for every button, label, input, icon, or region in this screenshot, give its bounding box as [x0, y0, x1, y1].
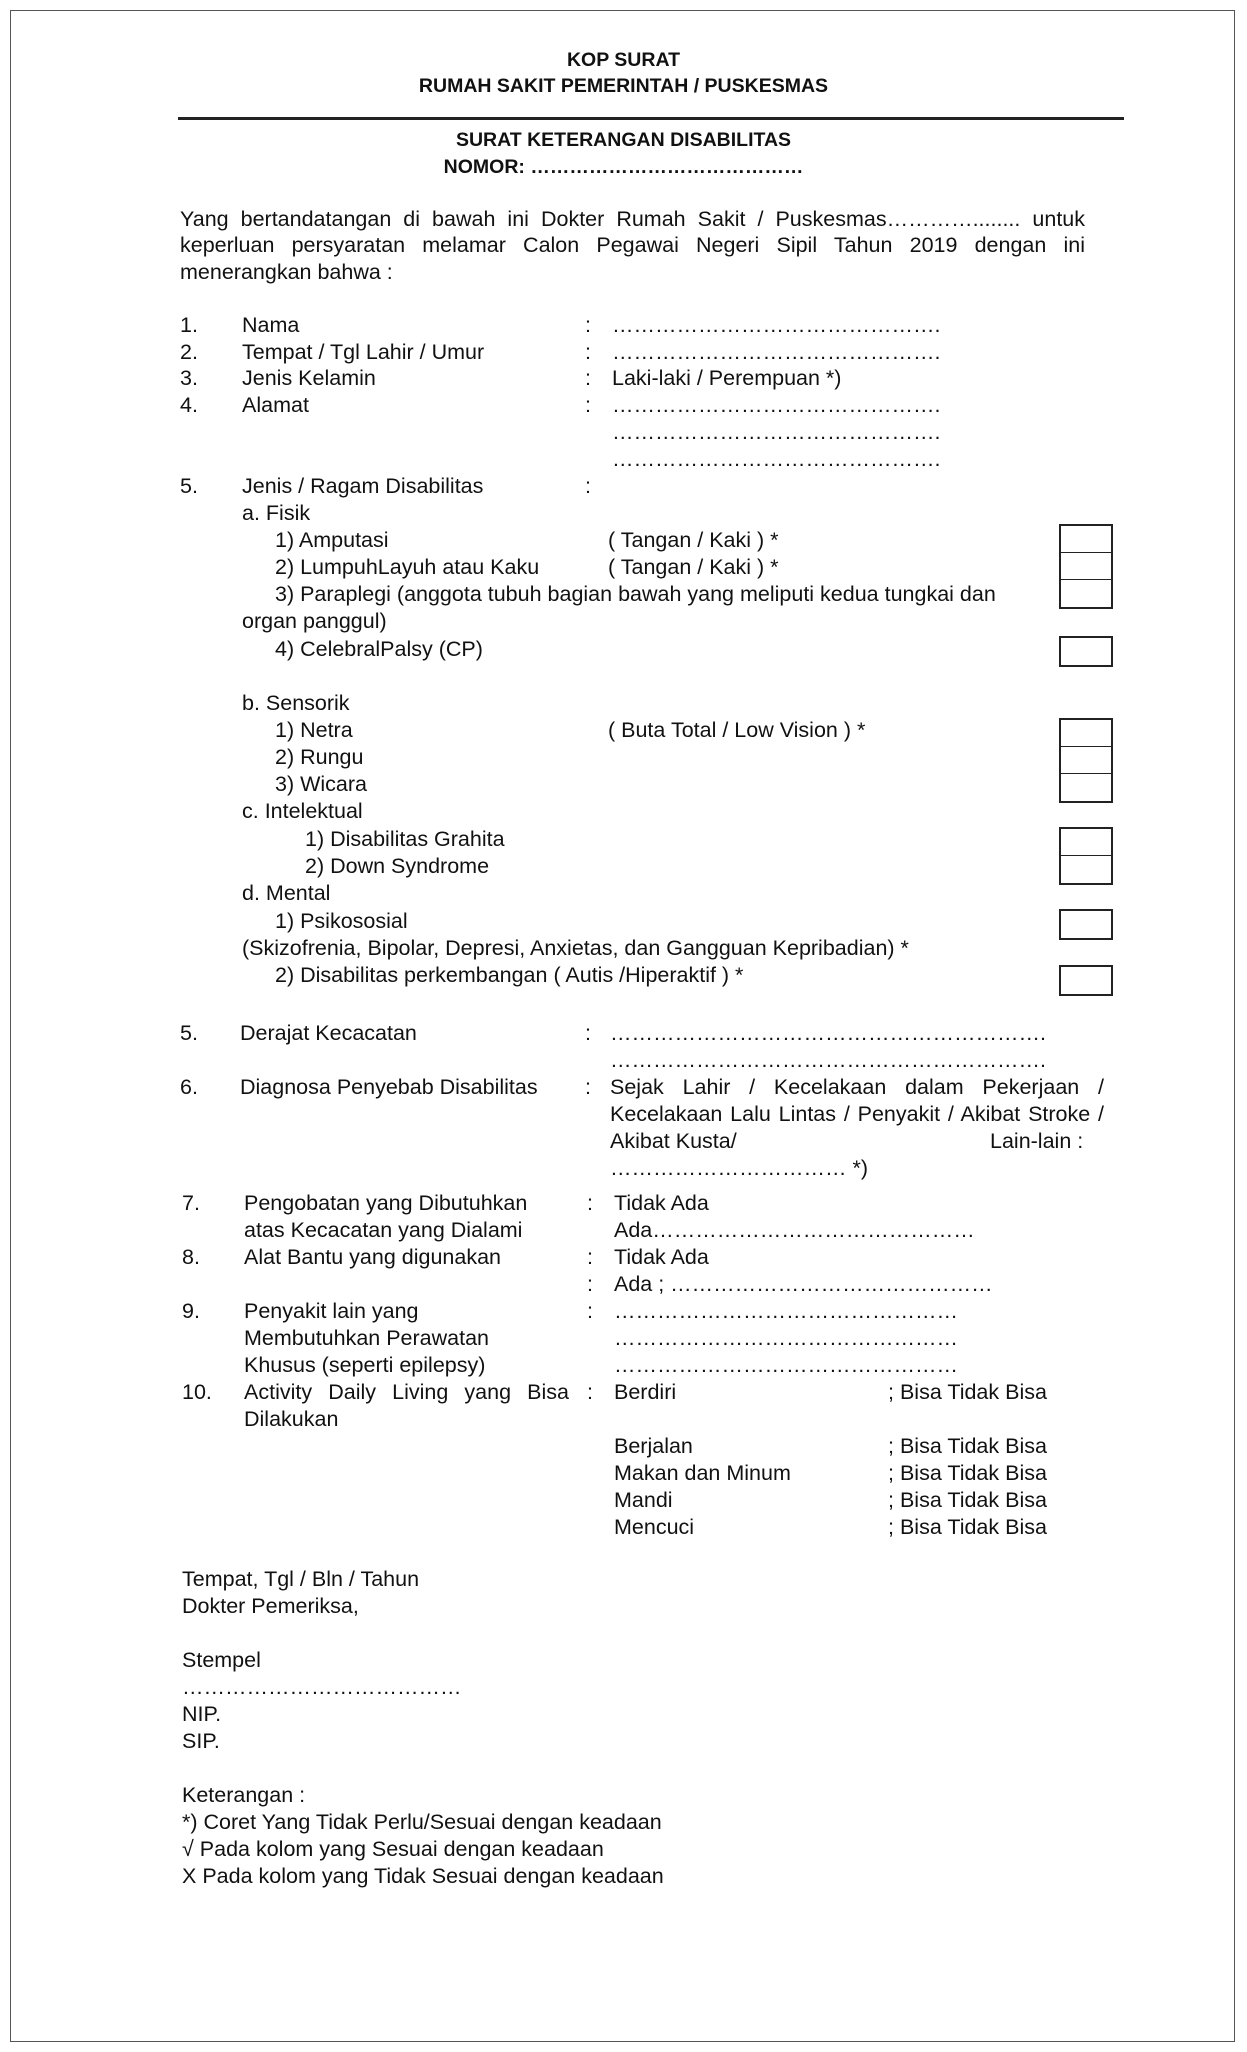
field-colon: : [585, 366, 591, 390]
diagnosa-line-1: Sejak Lahir / Kecelakaan dalam Pekerjaan / [610, 1075, 1104, 1099]
field-num: 5. [180, 1021, 198, 1045]
adl-activity: Makan dan Minum [614, 1461, 791, 1485]
item-rungu: 2) Rungu [275, 745, 364, 769]
field-label-penyakit-cont: Membutuhkan Perawatan [244, 1326, 490, 1350]
field-label-pengobatan-cont: atas Kecacatan yang Dialami [244, 1218, 523, 1242]
field-value-penyakit: ………………………………………… [614, 1299, 958, 1323]
checkbox-cerebral-palsy[interactable] [1059, 636, 1113, 667]
field-label-jenis-kelamin: Jenis Kelamin [242, 366, 376, 390]
field-num: 7. [182, 1191, 200, 1215]
field-colon: : [587, 1299, 593, 1323]
field-label-penyakit-cont: Khusus (seperti epilepsy) [244, 1353, 486, 1377]
adl-activity: Mencuci [614, 1515, 695, 1539]
field-num: 8. [182, 1245, 200, 1269]
field-colon: : [585, 393, 591, 417]
item-lumpuh-layuh: 2) LumpuhLayuh atau Kaku [275, 555, 540, 579]
field-label-alat: Alat Bantu yang digunakan [244, 1245, 502, 1269]
field-value-alamat: ………………………………………. [612, 447, 941, 471]
field-value-derajat: ……………………………………………………. [610, 1021, 1046, 1045]
item-wicara: 3) Wicara [275, 772, 367, 796]
item-down-syndrome: 2) Down Syndrome [305, 854, 490, 878]
diagnosa-line-3a: Akibat Kusta/ [610, 1129, 737, 1153]
option-ada: Ada……………………………………… [614, 1218, 975, 1242]
field-colon: : [585, 313, 591, 337]
adl-option: ; Bisa Tidak Bisa [888, 1434, 1047, 1458]
signature-place-date: Tempat, Tgl / Bln / Tahun [182, 1567, 420, 1591]
adl-option: ; Bisa Tidak Bisa [888, 1515, 1047, 1539]
adl-option: ; Bisa Tidak Bisa [888, 1380, 1047, 1404]
intro-line-2: keperluan persyaratan melamar Calon Pegawai Negeri Sipil Tahun 2019 dengan ini [180, 233, 1085, 257]
field-colon: : [587, 1272, 593, 1296]
header-rule [178, 117, 1124, 120]
field-label-penyakit: Penyakit lain yang [244, 1299, 419, 1323]
kop-surat: KOP SURAT [566, 49, 681, 71]
category-intelektual: c. Intelektual [242, 799, 363, 823]
field-colon: : [587, 1245, 593, 1269]
intro-line-3: menerangkan bahwa : [180, 260, 393, 284]
checkbox-perkembangan[interactable] [1059, 965, 1113, 996]
field-label-adl-cont: Dilakukan [244, 1407, 339, 1431]
checkbox-group-intelektual[interactable] [1059, 827, 1113, 885]
option-netra: ( Buta Total / Low Vision ) * [608, 718, 866, 742]
keterangan-item: *) Coret Yang Tidak Perlu/Sesuai dengan keadaan [182, 1810, 662, 1834]
adl-activity: Mandi [614, 1488, 673, 1512]
category-fisik: a. Fisik [242, 501, 311, 525]
field-value-alamat: ………………………………………. [612, 420, 941, 444]
field-value-derajat: ……………………………………………………. [610, 1048, 1046, 1072]
item-psikososial: 1) Psikososial [275, 909, 408, 933]
field-num: 4. [180, 393, 198, 417]
field-colon: : [585, 340, 591, 364]
checkbox-psikososial[interactable] [1059, 909, 1113, 940]
field-colon: : [585, 1021, 591, 1045]
field-num: 5. [180, 474, 198, 498]
option-lumpuh-layuh: ( Tangan / Kaki ) * [608, 555, 779, 579]
option-ada: Ada ; ……………………………………… [614, 1272, 993, 1296]
document-number: NOMOR: …………………………………… [443, 156, 804, 178]
field-label-disabilitas: Jenis / Ragam Disabilitas [242, 474, 484, 498]
field-label-diagnosa: Diagnosa Penyebab Disabilitas [240, 1075, 538, 1099]
diagnosa-line-2: Kecelakaan Lalu Lintas / Penyakit / Akibat Stroke / [610, 1102, 1104, 1126]
checkbox-group-fisik[interactable] [1059, 524, 1113, 609]
institution-name: RUMAH SAKIT PEMERINTAH / PUSKESMAS [418, 75, 829, 97]
item-cerebral-palsy: 4) CelebralPalsy (CP) [275, 637, 483, 661]
signature-sip: SIP. [182, 1729, 220, 1753]
field-num: 2. [180, 340, 198, 364]
category-mental: d. Mental [242, 881, 331, 905]
checkbox-group-sensorik[interactable] [1059, 718, 1113, 803]
item-netra: 1) Netra [275, 718, 353, 742]
signature-stempel: Stempel [182, 1648, 261, 1672]
field-num: 1. [180, 313, 198, 337]
diagnosa-line-4: …………………………… *) [610, 1156, 868, 1180]
item-paraplegi-cont: organ panggul) [242, 609, 387, 633]
field-num: 9. [182, 1299, 200, 1323]
category-sensorik: b. Sensorik [242, 691, 350, 715]
item-psikososial-note: (Skizofrenia, Bipolar, Depresi, Anxietas, dan Gangguan Kepribadian) * [242, 936, 909, 960]
item-amputasi: 1) Amputasi [275, 528, 389, 552]
field-value-alamat: ………………………………………. [612, 393, 941, 417]
field-num: 10. [182, 1380, 212, 1404]
field-label-adl: Activity Daily Living yang Bisa [244, 1380, 569, 1404]
field-colon: : [587, 1191, 593, 1215]
item-paraplegi: 3) Paraplegi (anggota tubuh bagian bawah yang meliputi kedua tungkai dan [275, 582, 996, 606]
field-value-penyakit: ………………………………………… [614, 1326, 958, 1350]
field-label-derajat: Derajat Kecacatan [240, 1021, 417, 1045]
signature-nip: NIP. [182, 1702, 222, 1726]
intro-line-1: Yang bertandatangan di bawah ini Dokter Rumah Sakit / Puskesmas…………........ untuk [180, 207, 1085, 231]
field-value-jenis-kelamin: Laki-laki / Perempuan *) [612, 366, 842, 390]
field-label-pengobatan: Pengobatan yang Dibutuhkan [244, 1191, 528, 1215]
item-perkembangan: 2) Disabilitas perkembangan ( Autis /Hiperaktif ) * [275, 963, 744, 987]
keterangan-item: X Pada kolom yang Tidak Sesuai dengan keadaan [182, 1864, 664, 1888]
adl-activity: Berdiri [614, 1380, 677, 1404]
field-colon: : [585, 1075, 591, 1099]
adl-option: ; Bisa Tidak Bisa [888, 1488, 1047, 1512]
keterangan-title: Keterangan : [182, 1783, 306, 1807]
option-tidak-ada: Tidak Ada [614, 1245, 709, 1269]
adl-activity: Berjalan [614, 1434, 693, 1458]
field-colon: : [585, 474, 591, 498]
adl-option: ; Bisa Tidak Bisa [888, 1461, 1047, 1485]
field-label-ttl: Tempat / Tgl Lahir / Umur [242, 340, 485, 364]
field-num: 3. [180, 366, 198, 390]
keterangan-item: √ Pada kolom yang Sesuai dengan keadaan [182, 1837, 604, 1861]
field-label-alamat: Alamat [242, 393, 309, 417]
item-grahita: 1) Disabilitas Grahita [305, 827, 505, 851]
field-num: 6. [180, 1075, 198, 1099]
document-title: SURAT KETERANGAN DISABILITAS [455, 129, 792, 151]
field-value-nama: ………………………………………. [612, 313, 941, 337]
field-label-nama: Nama [242, 313, 300, 337]
option-tidak-ada: Tidak Ada [614, 1191, 709, 1215]
field-value-ttl: ………………………………………. [612, 340, 941, 364]
field-value-penyakit: ………………………………………… [614, 1353, 958, 1377]
field-colon: : [587, 1380, 593, 1404]
signature-line: ………………………………… [182, 1675, 462, 1699]
diagnosa-line-3b: Lain-lain : [990, 1129, 1084, 1153]
option-amputasi: ( Tangan / Kaki ) * [608, 528, 779, 552]
signature-doctor: Dokter Pemeriksa, [182, 1594, 359, 1618]
